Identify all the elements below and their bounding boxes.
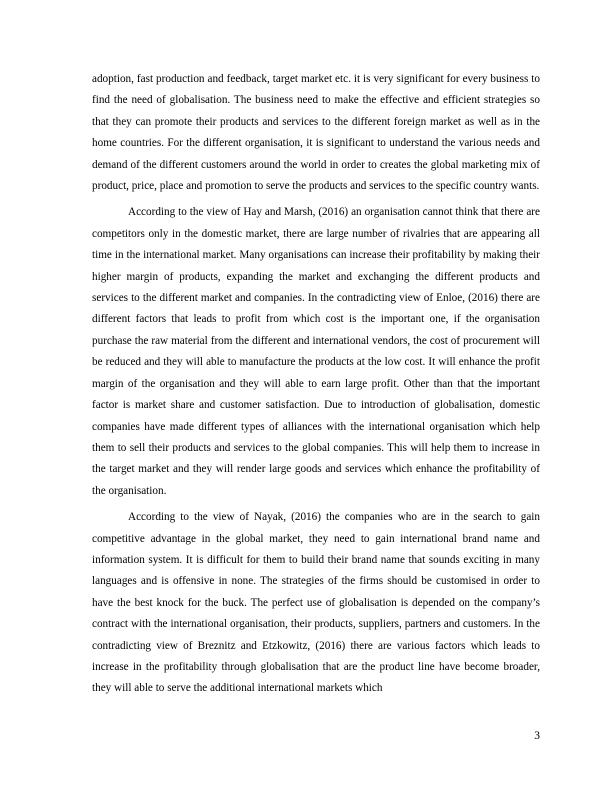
- body-text: [92, 69, 540, 700]
- paragraph-globalisation-needs: adoption, fast production and feedback, target market etc. it is very significant for every business to find the need of globalisation. The business need to make the effective and efficient strategies so that they can promote their products and services to the different foreign market as well as in the home countries. For the different organisation, it is significant to understand the various needs and demand of the different customers around the world in order to creates the global marketing mix of product, price, place and promotion to serve the products and services to the specific country wants.: [92, 73, 540, 193]
- paragraph-hay-marsh-competition: According to the view of Hay and Marsh, (2016) an organisation cannot think that there are competitors only in the domestic market, there are large number of rivalries that are appearing all time in the international market. Many organisations can increase their profitability by making their higher margin of products, expanding the market and exchanging the different products and services to the different market and companies. In the contradicting view of Enloe, (2016) there are different factors that leads to profit from which cost is the important one, if the organisation purchase the raw material from the different and international vendors, the cost of procurement will be reduced and they will able to manufacture the products at the low cost. It will enhance the profit margin of the organisation and they will able to earn large profit. Other than that the important factor is market share and customer satisfaction. Due to introduction of globalisation, domestic companies have made different types of alliances with the international organisation which help them to sell their products and services to the global companies. This will help them to increase in the target market and they will render large goods and services which enhance the profitability of the organisation.: [92, 206, 540, 497]
- paragraph-nayak-brand: According to the view of Nayak, (2016) the companies who are in the search to gain competitive advantage in the global market, they need to gain international brand name and information system. It is difficult for them to build their brand name that sounds exciting in many languages and is offensive in none. The strategies of the firms should be customised in order to have the best knock for the buck. The perfect use of globalisation is depended on the company’s contract with the international organisation, their products, suppliers, partners and customers. In the contradicting view of Breznitz and Etzkowitz, (2016) there are various factors which leads to increase in the profitability through globalisation that are the product line have become broader, they will able to serve the additional international markets which: [92, 511, 540, 695]
- page-number: 3: [534, 730, 540, 742]
